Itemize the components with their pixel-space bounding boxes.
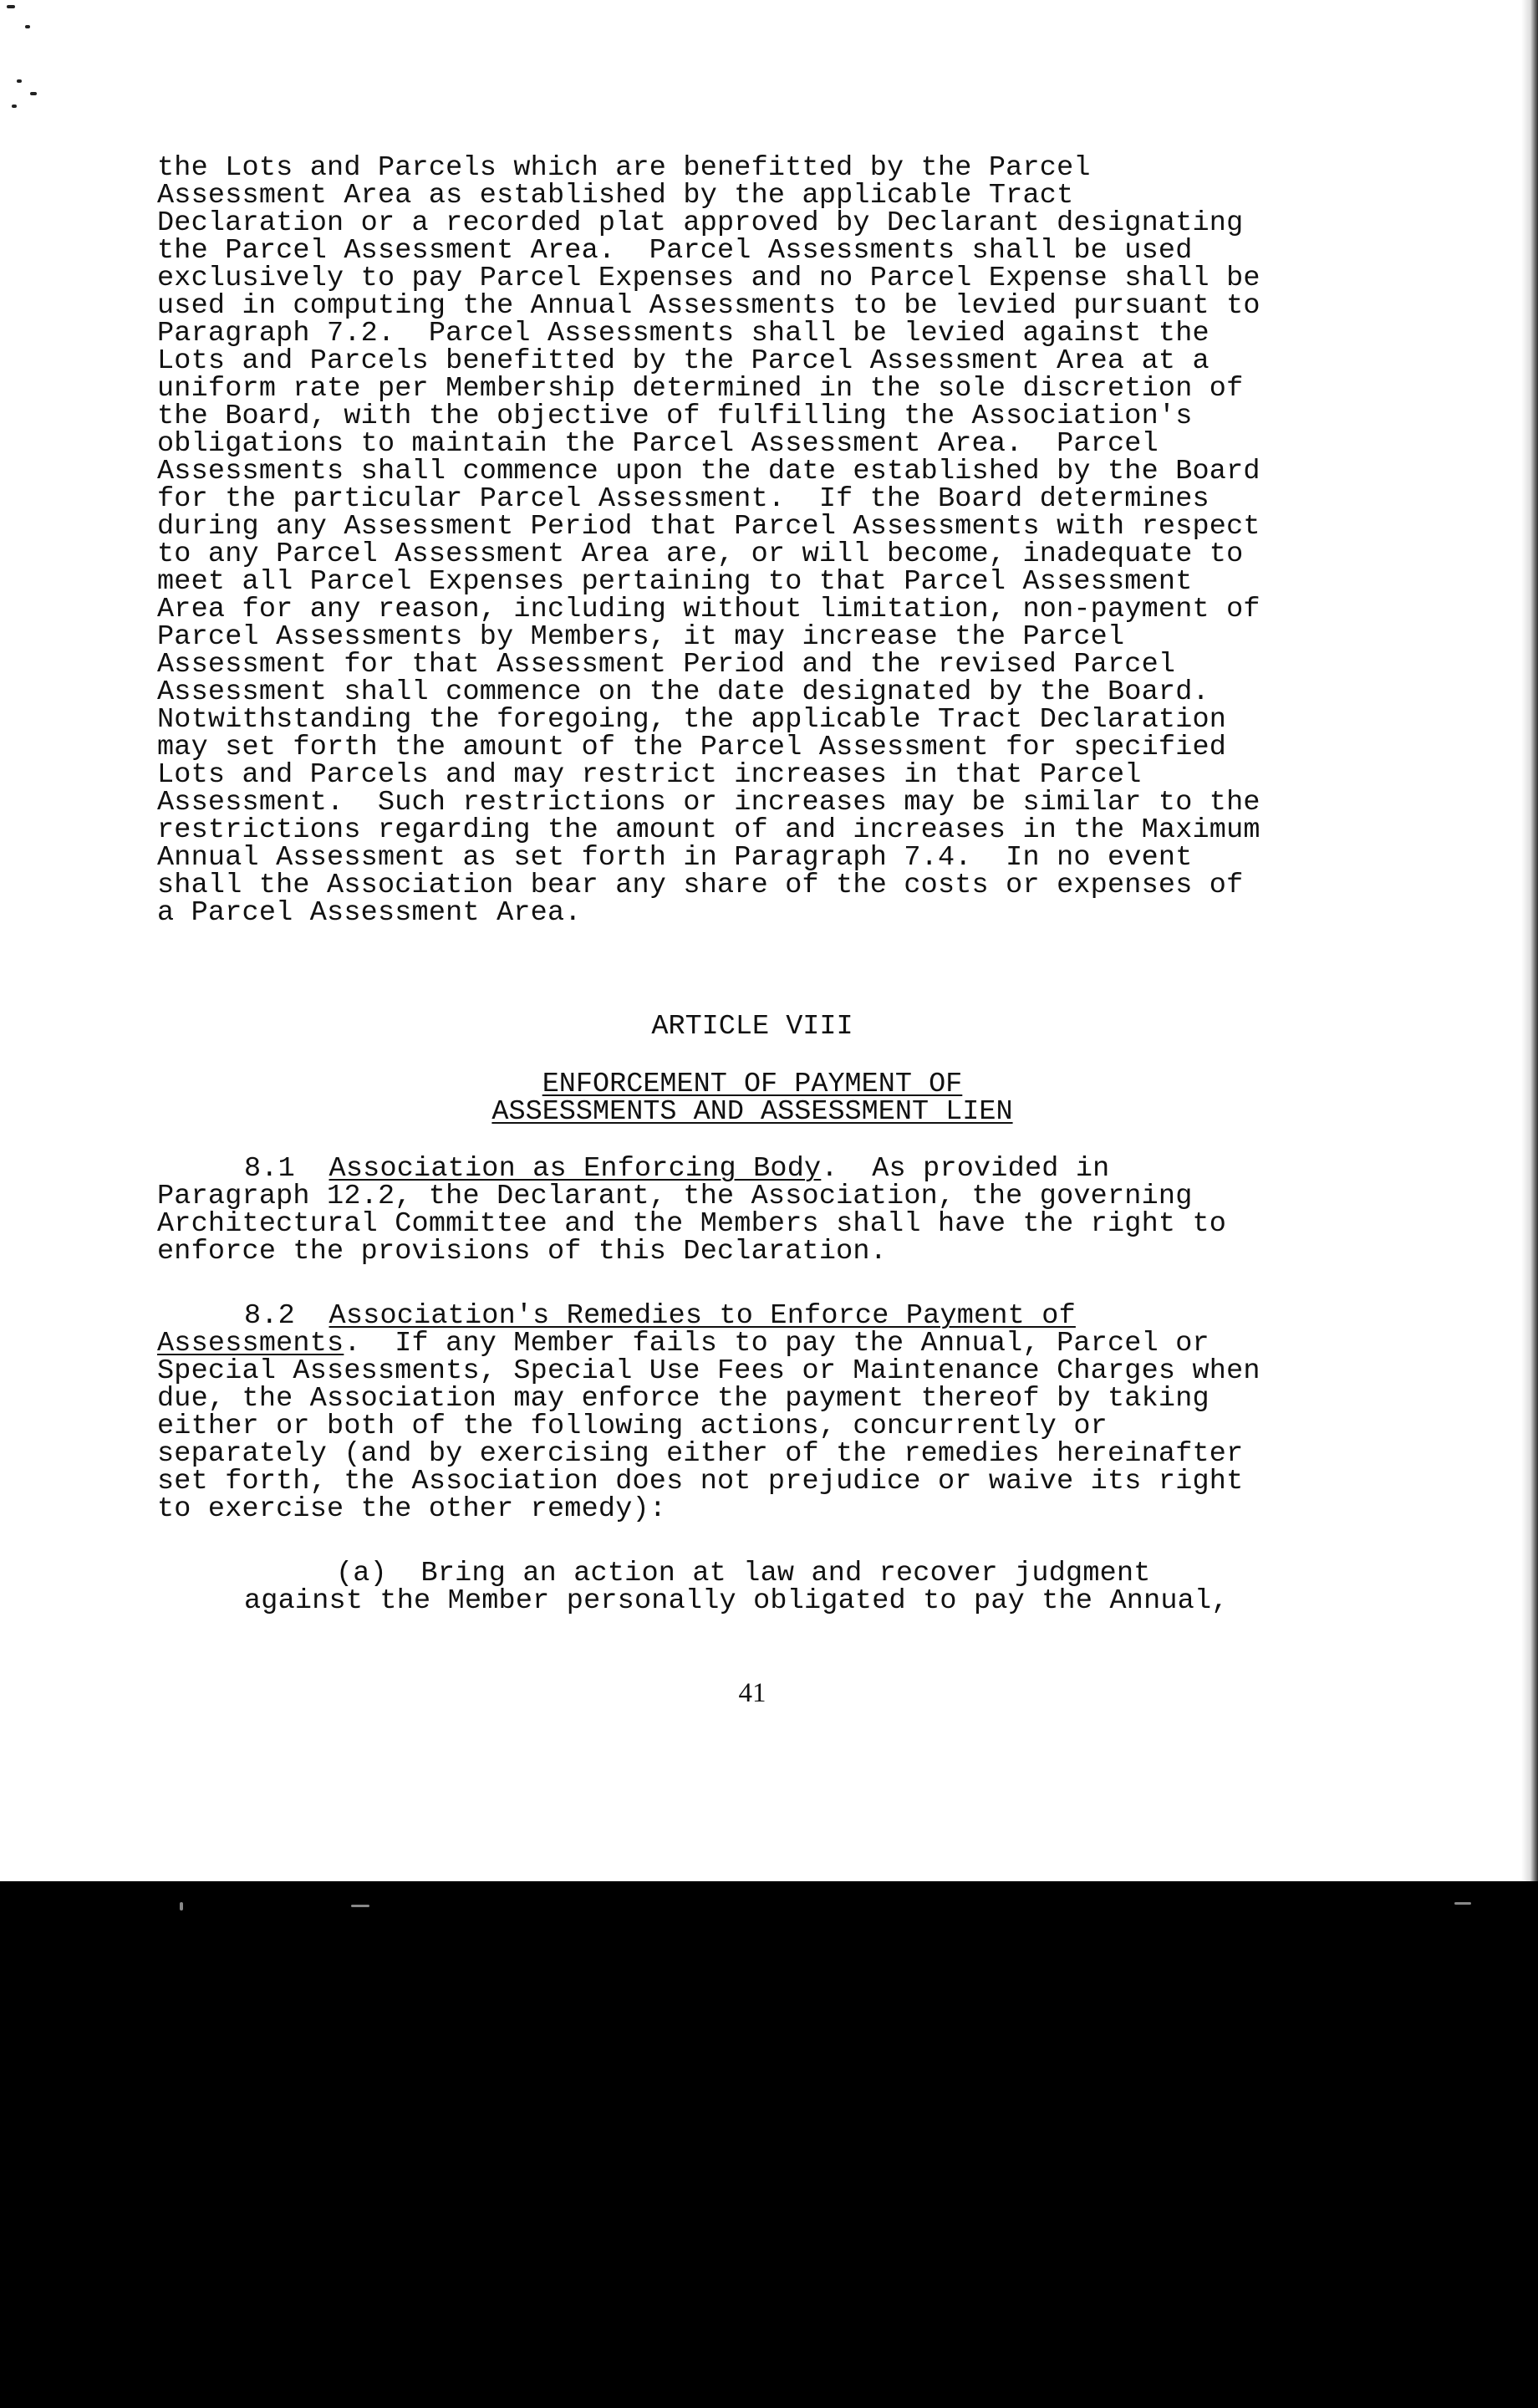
paragraph-line: shall the Association bear any share of the costs or expenses of [157,870,1244,901]
section-heading: Association as Enforcing Body [328,1153,822,1185]
paragraph-line: for the particular Parcel Assessment. If the Board determines [157,483,1210,515]
article-subtitle [0,1096,1505,1128]
section-text: . As provided in [821,1153,1110,1185]
scan-speck [351,1905,369,1907]
section-line: Special Assessments, Special Use Fees or Maintenance Charges when [157,1355,1260,1387]
paragraph-line: during any Assessment Period that Parcel Assessments with respect [157,511,1260,543]
paragraph-line: Assessment for that Assessment Period and the revised Parcel [157,649,1176,681]
scan-speck [25,25,30,28]
section-line: either or both of the following actions, concurrently or [157,1411,1108,1442]
paragraph-line: the Board, with the objective of fulfilling the Association's [157,400,1193,432]
subsection-line: against the Member personally obligated to pay the Annual, [244,1585,1229,1617]
scan-speck [1454,1902,1471,1905]
section-line: separately (and by exercising either of the remedies hereinafter [157,1438,1244,1470]
section-line: Paragraph 12.2, the Declarant, the Association, the governing [157,1181,1193,1212]
paragraph-line: restrictions regarding the amount of and increases in the Maximum [157,814,1260,846]
section-number: 8.1 [244,1153,295,1185]
paragraph-line: Assessment shall commence on the date designated by the Board. [157,676,1210,708]
paragraph-line: used in computing the Annual Assessments to be levied pursuant to [157,290,1260,322]
scan-speck [17,79,22,83]
article-subtitle [0,1071,1505,1099]
scan-speck [180,1902,183,1911]
section-heading-continued: Assessments [157,1328,344,1360]
section-line: enforce the provisions of this Declaration. [157,1236,888,1268]
section-number: 8.2 [244,1300,295,1332]
paragraph-line: Lots and Parcels benefitted by the Parcel Assessment Area at a [157,345,1210,377]
paragraph-line: meet all Parcel Expenses pertaining to that Parcel Assessment [157,566,1193,598]
subsection-line: (a) Bring an action at law and recover judgment [336,1558,1151,1589]
paragraph-line: Assessments shall commence upon the date established by the Board [157,456,1260,487]
paragraph-line: to any Parcel Assessment Area are, or will become, inadequate to [157,538,1244,570]
article-subtitle-line-2: ASSESSMENTS AND ASSESSMENT LIEN [491,1096,1013,1128]
scan-speck [12,105,17,108]
paragraph-line: the Parcel Assessment Area. Parcel Assessments shall be used [157,235,1193,267]
section-line: set forth, the Association does not prejudice or waive its right [157,1466,1244,1497]
paragraph-line: uniform rate per Membership determined in the sole discretion of [157,373,1244,405]
paragraph-line: Notwithstanding the foregoing, the applicable Tract Declaration [157,704,1227,736]
page-number: 41 [738,1678,766,1708]
section-text: . If any Member fails to pay the Annual, Parcel or [344,1328,1210,1360]
scan-speck [30,92,37,95]
paragraph-line: a Parcel Assessment Area. [157,897,582,929]
section-heading: Association's Remedies to Enforce Payment of [328,1300,1076,1332]
section-line [157,1330,1210,1358]
paragraph-line: Paragraph 7.2. Parcel Assessments shall be levied against the [157,318,1210,349]
scan-edge-bottom [0,1881,1538,2408]
section-line: to exercise the other remedy): [157,1493,667,1525]
article-subtitle-line-1: ENFORCEMENT OF PAYMENT OF [542,1069,963,1100]
scan-speck [7,5,15,8]
section-first-line [244,1300,1076,1332]
paragraph-line: Assessment. Such restrictions or increases may be similar to the [157,787,1260,819]
paragraph-line: the Lots and Parcels which are benefitted by the Parcel [157,152,1091,184]
scan-edge-right [1521,0,1538,1894]
paragraph-line: Annual Assessment as set forth in Paragraph 7.4. In no event [157,842,1193,874]
paragraph-line: obligations to maintain the Parcel Assessment Area. Parcel [157,428,1159,460]
paragraph-line: exclusively to pay Parcel Expenses and no Parcel Expense shall be [157,263,1260,294]
paragraph-line: Lots and Parcels and may restrict increases in that Parcel [157,759,1142,791]
section-line: Architectural Committee and the Members shall have the right to [157,1208,1227,1240]
paragraph-line: Assessment Area as established by the applicable Tract [157,180,1074,212]
article-title: ARTICLE VIII [651,1011,853,1043]
section-first-line [244,1153,1110,1185]
paragraph-line: Parcel Assessments by Members, it may increase the Parcel [157,621,1125,653]
paragraph-line: Area for any reason, including without limitation, non-payment of [157,594,1260,625]
paragraph-line: may set forth the amount of the Parcel Assessment for specified [157,732,1227,763]
section-line: due, the Association may enforce the payment thereof by taking [157,1383,1210,1415]
paragraph-line: Declaration or a recorded plat approved by Declarant designating [157,207,1244,239]
